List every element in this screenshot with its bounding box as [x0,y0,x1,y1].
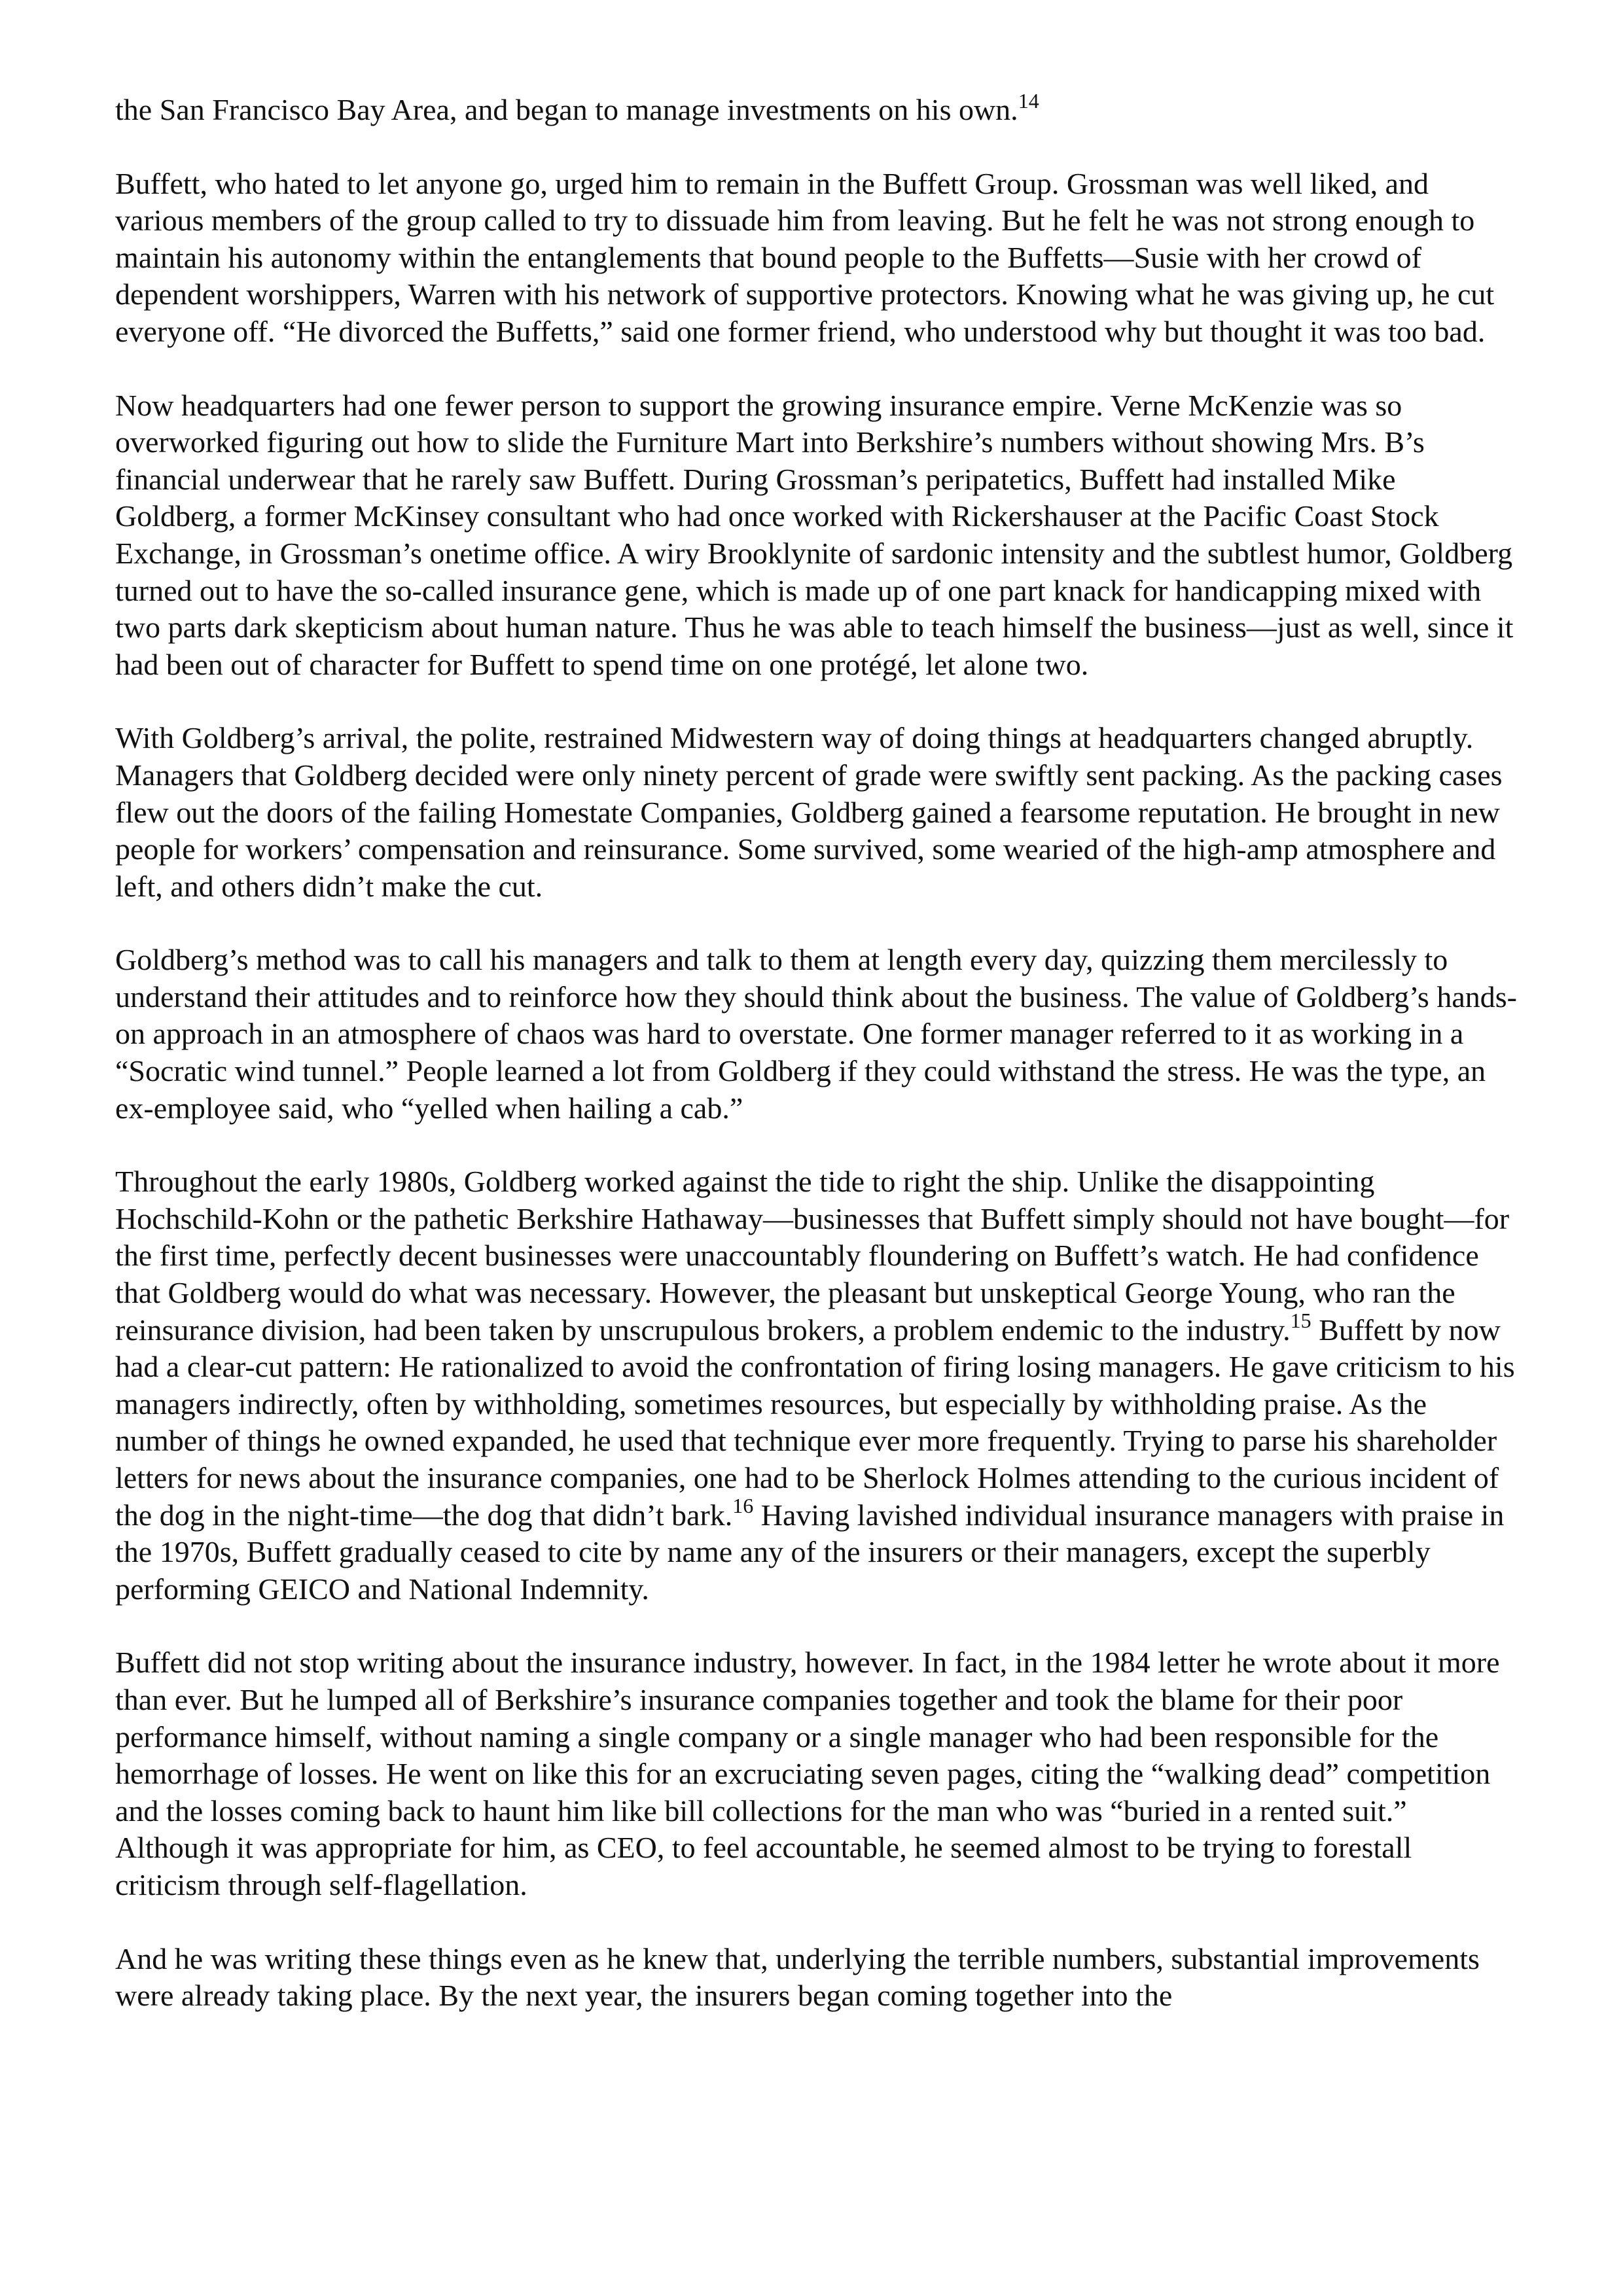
paragraph-text: Goldberg’s method was to call his managers and talk to them at length every day, quizzing them mercilessly to understand their attitudes and to reinforce how they should think about the business. The value of Goldberg’s hands-on approach in an atmosphere of chaos was hard to overstate. One former manager referred to it as working in a “Socratic wind tunnel.” People learned a lot from Goldberg if they could withstand the stress. He was the type, an ex-employee said, who “yelled when hailing a cab.” [115,943,1517,1125]
paragraph-1 [115,88,1522,129]
paragraph-text: Throughout the early 1980s, Goldberg worked against the tide to right the ship. Unlike the disappointing Hochschild-Kohn or the pathetic Berkshire Hathaway—businesses that Buffett simply should not have bought—for the first time, perfectly decent businesses were unaccountably floundering on Buffett’s watch. He had confidence that Goldberg would do what was necessary. However, the pleasant but unskeptical George Young, who ran the reinsurance division, had been taken by unscrupulous brokers, a problem endemic to the industry. [115,1165,1510,1347]
footnote-ref-16[interactable]: 16 [732,1494,754,1518]
paragraph-text: Buffett did not stop writing about the insurance industry, however. In fact, in the 1984 letter he wrote about it more than ever. But he lumped all of Berkshire’s insurance companies together and took the blame for their poor performance himself, without naming a single company or a single manager who had been responsible for the hemorrhage of losses. He went on like this for an excruciating seven pages, citing the “walking dead” competition and the losses coming back to haunt him like bill collections for the man who was “buried in a rented suit.” Although it was appropriate for him, as CEO, to feel accountable, he seemed almost to be trying to forestall criticism through self-flagellation. [115,1646,1500,1901]
paragraph-5 [115,942,1522,1127]
paragraph-2 [115,166,1522,351]
paragraph-4 [115,720,1522,905]
paragraph-7 [115,1644,1522,1903]
paragraph-text: Buffett, who hated to let anyone go, urged him to remain in the Buffett Group. Grossman was well liked, and various members of the group called to try to dissuade him from leaving. But he felt he was not strong enough to maintain his autonomy within the entanglements that bound people to the Buffetts—Susie with her crowd of dependent worshippers, Warren with his network of supportive protectors. Knowing what he was giving up, he cut everyone off. “He divorced the Buffetts,” said one former friend, who understood why but thought it was too bad. [115,166,1495,348]
paragraph-text: And he was writing these things even as he knew that, underlying the terrible numbers, substantial improvements were already taking place. By the next year, the insurers began coming together into the [115,1941,1480,2013]
document-page [115,88,1522,2015]
paragraph-text: Now headquarters had one fewer person to support the growing insurance empire. Verne McKenzie was so overworked figuring out how to slide the Furniture Mart into Berkshire’s numbers without showing Mrs. B’s financial underwear that he rarely saw Buffett. During Grossman’s peripatetics, Buffett had installed Mike Goldberg, a former McKinsey consultant who had once worked with Rickershauser at the Pacific Coast Stock Exchange, in Grossman’s onetime office. A wiry Brooklynite of sardonic intensity and the subtlest humor, Goldberg turned out to have the so-called insurance gene, which is made up of one part knack for handicapping mixed with two parts dark skepticism about human nature. Thus he was able to teach himself the business—just as well, since it had been out of character for Buffett to spend time on one protégé, let alone two. [115,388,1514,681]
paragraph-8 [115,1941,1522,2015]
paragraph-text: Having lavished individual insurance managers with praise in the 1970s, Buffett gradually ceased to cite by name any of the insurers or their managers, except the superbly performing GEICO and National Indemnity. [115,1498,1505,1606]
paragraph-3 [115,387,1522,684]
footnote-ref-14[interactable]: 14 [1018,88,1039,113]
paragraph-text: With Goldberg’s arrival, the polite, restrained Midwestern way of doing things at headquarters changed abruptly. Managers that Goldberg decided were only ninety percent of grade were swiftly sent packing. As the packing cases flew out the doors of the failing Homestate Companies, Goldberg gained a fearsome reputation. He brought in new people for workers’ compensation and reinsurance. Some survived, some wearied of the high-amp atmosphere and left, and others didn’t make the cut. [115,721,1503,903]
paragraph-text: the San Francisco Bay Area, and began to manage investments on his own. [115,93,1018,126]
footnote-ref-15[interactable]: 15 [1290,1309,1311,1333]
paragraph-text: Buffett by now had a clear-cut pattern: He rationalized to avoid the confrontation of firing losing managers. He gave criticism to his managers indirectly, often by withholding, sometimes resources, but especially by withholding praise. As the number of things he owned expanded, he used that technique ever more frequently. Trying to parse his shareholder letters for news about the insurance companies, one had to be Sherlock Holmes attending to the curious incident of the dog in the night-time—the dog that didn’t bark. [115,1313,1515,1532]
paragraph-6 [115,1163,1522,1608]
